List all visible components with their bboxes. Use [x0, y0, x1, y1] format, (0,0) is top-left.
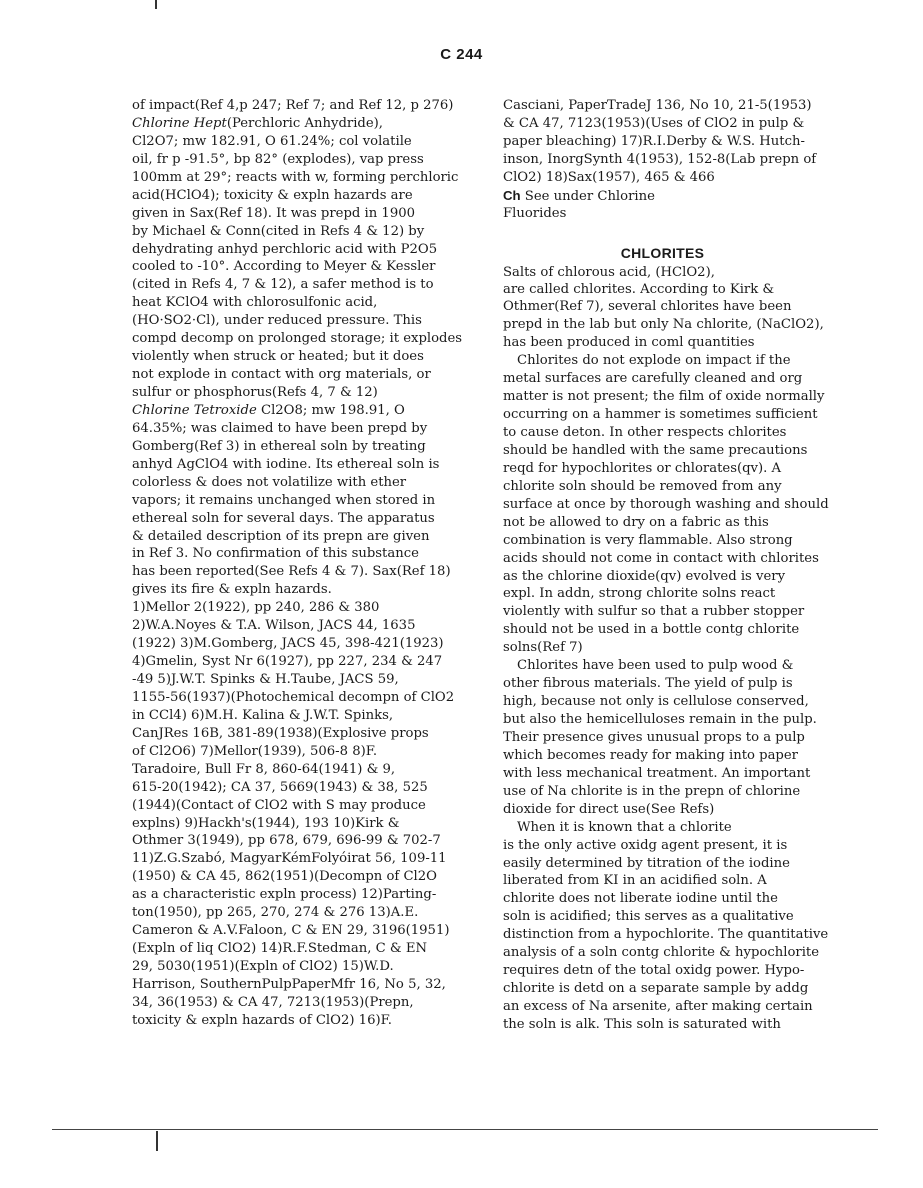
text-line: expl. In addn, strong chlorite solns react — [503, 586, 776, 602]
text-line: (1944)(Contact of ClO2 with S may produce — [132, 797, 426, 813]
text-line: but also the hemicelluloses remain in the pulp. — [503, 712, 817, 727]
text-line — [503, 187, 822, 205]
text-line: ton(1950), pp 265, 270, 274 & 276 13)A.E. — [132, 905, 419, 921]
entry-heading: Chlorine Hept — [132, 115, 227, 131]
text-line: analysis of a soln contg chlorite & hypochlorite — [503, 945, 820, 961]
text-line: 1155-56(1937)(Photochemical decompn of ClO2 — [132, 689, 455, 705]
text-line: gives its fire & expln hazards. — [132, 582, 332, 598]
page-number: C 244 — [440, 46, 483, 63]
text-line: sulfur or phosphorus(Refs 4, 7 & 12) — [132, 385, 378, 400]
text-line: Casciani, PaperTradeJ 136, No 10, 21-5(1953) — [503, 98, 812, 113]
text-line: CanJRes 16B, 381-89(1938)(Explosive props — [132, 725, 429, 741]
text-line: Taradoire, Bull Fr 8, 860-64(1941) & 9, — [132, 761, 396, 777]
text-line: & detailed description of its prepn are given — [132, 528, 430, 544]
text-line: distinction from a hypochlorite. The quantitative — [503, 927, 829, 943]
section-heading: CHLORITES — [620, 244, 705, 261]
scan-margin-mark — [155, 0, 157, 9]
text-line: paper bleaching) 17)R.I.Derby & W.S. Hutch- — [503, 133, 805, 149]
text-line: as the chlorine dioxide(qv) evolved is very — [503, 568, 786, 584]
text-line: chlorite does not liberate iodine until the — [503, 891, 778, 907]
text-line: Fluorides — [503, 205, 567, 221]
text-line: 4)Gmelin, Syst Nr 6(1927), pp 227, 234 & 247 — [132, 654, 443, 670]
text-line: anhyd AgClO4 with iodine. Its ethereal soln is — [132, 456, 440, 472]
text-line: other fibrous materials. The yield of pulp is — [503, 676, 793, 692]
entry-heading: Chlorine Tetroxide — [132, 402, 257, 418]
text-line: chlorite is detd on a separate sample by addg — [503, 981, 809, 997]
entry-text: Salts of chlorous acid, (HClO2), — [503, 264, 715, 280]
text-line: not be allowed to dry on a fabric as this — [503, 514, 769, 530]
entry-text: (Perchloric Anhydride), — [226, 115, 383, 131]
right-column — [503, 97, 829, 1034]
text-line: matter is not present; the film of oxide normally — [503, 389, 825, 405]
text-line: explns) 9)Hackh's(1944), 193 10)Kirk & — [132, 815, 400, 831]
text-line: & CA 47, 7123(1953)(Uses of ClO2 in pulp & — [503, 115, 805, 131]
text-line: should not be used in a bottle contg chlorite — [503, 622, 800, 638]
text-line: Their presence gives unusual props to a pulp — [503, 729, 805, 745]
text-line: cooled to -10°. According to Meyer & Kessler — [132, 259, 436, 275]
text-line: oil, fr p -91.5°, bp 82° (explodes), vap press — [132, 151, 424, 167]
text-line: 64.35%; was claimed to have been prepd by — [132, 420, 428, 436]
text-line: as a characteristic expln process) 12)Parting- — [132, 887, 437, 903]
text-line: high, because not only is cellulose conserved, — [503, 694, 809, 710]
text-line: violently when struck or heated; but it does — [132, 349, 424, 365]
text-line: surface at once by thorough washing and should — [503, 496, 829, 512]
text-line: has been produced in coml quantities — [503, 335, 755, 351]
entry-heading: Ch — [503, 187, 521, 203]
text-line: in Ref 3. No confirmation of this substance — [132, 546, 419, 562]
text-line — [132, 115, 459, 133]
text-line: reqd for hypochlorites or chlorates(qv). A — [503, 460, 782, 476]
text-line — [503, 819, 822, 837]
text-line: with less mechanical treatment. An important — [503, 765, 811, 781]
text-line: not explode in contact with org materials, or — [132, 367, 431, 383]
text-line: violently with sulfur so that a rubber stopper — [503, 604, 805, 620]
entry-text: 1)Mellor 2(1922), pp 240, 286 & 380 — [132, 600, 380, 616]
text-line: 11)Z.G.Szabó, MagyarKémFolyóirat 56, 109-11 — [132, 851, 447, 867]
text-line: chlorite soln should be removed from any — [503, 478, 782, 494]
text-line: (1922) 3)M.Gomberg, JACS 45, 398-421(1923) — [132, 636, 444, 652]
text-line: 2)W.A.Noyes & T.A. Wilson, JACS 44, 1635 — [132, 618, 416, 634]
text-line: compd decomp on prolonged storage; it explodes — [132, 331, 463, 347]
text-line: Harrison, SouthernPulpPaperMfr 16, No 5, 32, — [132, 976, 446, 992]
text-line — [132, 599, 459, 617]
text-line: (1950) & CA 45, 862(1951)(Decompn of Cl2O — [132, 869, 437, 885]
text-line: by Michael & Conn(cited in Refs 4 & 12) by — [132, 223, 425, 239]
text-line: heat KClO4 with chlorosulfonic acid, — [132, 295, 378, 311]
text-line: of impact(Ref 4,p 247; Ref 7; and Ref 12, p 276) — [132, 98, 454, 113]
text-line: Gomberg(Ref 3) in ethereal soln by treating — [132, 438, 426, 454]
text-line: -49 5)J.W.T. Spinks & H.Taube, JACS 59, — [132, 672, 399, 687]
text-line: colorless & does not volatilize with ether — [132, 474, 407, 490]
text-line: the soln is alk. This soln is saturated with — [503, 1016, 781, 1032]
text-line: acids should not come in contact with chlorites — [503, 550, 819, 566]
text-line: 29, 5030(1951)(Expln of ClO2) 15)W.D. — [132, 959, 394, 974]
text-line: Chlorites do not explode on impact if the — [517, 353, 791, 369]
text-line: 34, 36(1953) & CA 47, 7213(1953)(Prepn, — [132, 994, 414, 1010]
left-column — [132, 97, 463, 1030]
footer-rule — [52, 1129, 878, 1130]
text-line: use of Na chlorite is in the prepn of chlorine — [503, 783, 801, 799]
text-line: (HO·SO2·Cl), under reduced pressure. This — [132, 313, 422, 329]
text-line: toxicity & expln hazards of ClO2) 16)F. — [132, 1012, 392, 1028]
text-line: should be handled with the same precautions — [503, 442, 808, 458]
entry-text: Cl2O8; mw 198.91, O — [256, 402, 405, 418]
text-line: acid(HClO4); toxicity & expln hazards are — [132, 187, 413, 203]
right-column-body — [503, 263, 829, 1034]
text-line: soln is acidified; this serves as a qualitative — [503, 909, 794, 925]
text-line: of Cl2O6) 7)Mellor(1939), 506-8 8)F. — [132, 743, 378, 759]
text-line: is the only active oxidg agent present, it is — [503, 837, 788, 853]
text-line: solns(Ref 7) — [503, 640, 583, 656]
text-line: Cameron & A.V.Faloon, C & EN 29, 3196(1951) — [132, 923, 450, 939]
text-line: Chlorites have been used to pulp wood & — [517, 658, 794, 674]
text-line: liberated from KI in an acidified soln. A — [503, 873, 767, 889]
text-line: which becomes ready for making into paper — [503, 747, 798, 763]
text-line — [503, 263, 822, 281]
text-line: prepd in the lab but only Na chlorite, (NaClO2), — [503, 317, 824, 333]
text-line: Cl2O7; mw 182.91, O 61.24%; col volatile — [132, 133, 412, 149]
text-line: requires detn of the total oxidg power. Hypo- — [503, 963, 805, 979]
text-line: has been reported(See Refs 4 & 7). Sax(Ref 18) — [132, 564, 451, 580]
text-line: 100mm at 29°; reacts with w, forming perchloric — [132, 169, 459, 185]
text-line: ClO2) 18)Sax(1957), 465 & 466 — [503, 169, 715, 185]
footer-mark — [156, 1131, 158, 1151]
text-line: in CCl4) 6)M.H. Kalina & J.W.T. Spinks, — [132, 707, 394, 723]
text-line: inson, InorgSynth 4(1953), 152-8(Lab prepn of — [503, 151, 817, 167]
text-line: vapors; it remains unchanged when stored in — [132, 492, 436, 508]
text-line: combination is very flammable. Also strong — [503, 532, 793, 548]
text-line: occurring on a hammer is sometimes sufficient — [503, 407, 818, 423]
text-line — [132, 402, 459, 420]
text-line: metal surfaces are carefully cleaned and org — [503, 371, 803, 387]
text-line: given in Sax(Ref 18). It was prepd in 1900 — [132, 205, 415, 221]
text-line: to cause deton. In other respects chlorites — [503, 425, 787, 440]
text-line: are called chlorites. According to Kirk & — [503, 281, 775, 297]
text-line: dehydrating anhyd perchloric acid with P2O5 — [132, 241, 438, 257]
right-column-top — [503, 97, 822, 223]
text-line: (Expln of liq ClO2) 14)R.F.Stedman, C & EN — [132, 941, 428, 957]
text-line: dioxide for direct use(See Refs) — [503, 801, 715, 817]
section-gap — [503, 223, 822, 243]
text-line: easily determined by titration of the iodine — [503, 855, 790, 871]
text-line: Othmer(Ref 7), several chlorites have been — [503, 299, 792, 315]
text-line: Othmer 3(1949), pp 678, 679, 696-99 & 702-7 — [132, 833, 441, 849]
text-line: ethereal soln for several days. The apparatus — [132, 510, 435, 526]
text-line: 615-20(1942); CA 37, 5669(1943) & 38, 525 — [132, 779, 428, 795]
entry-text: When it is known that a chlorite — [517, 819, 732, 835]
text-line: an excess of Na arsenite, after making certain — [503, 999, 813, 1014]
entry-text: See under Chlorine — [520, 188, 655, 204]
text-line: (cited in Refs 4, 7 & 12), a safer method is to — [132, 277, 434, 293]
